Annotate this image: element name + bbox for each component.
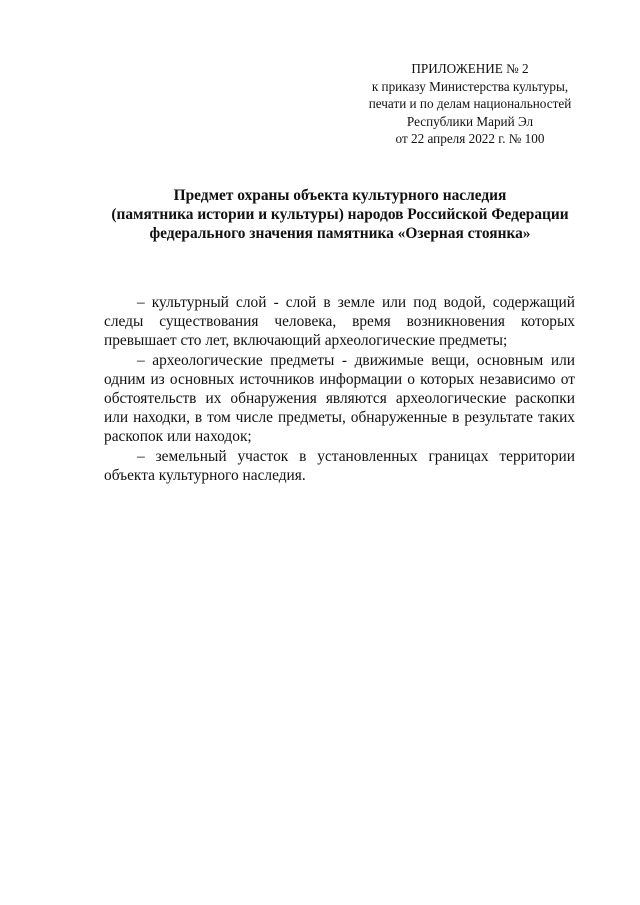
title-line-3: федерального значения памятника «Озерная стоянка» [149, 225, 531, 242]
document-title [100, 186, 580, 243]
title-line-1: Предмет охраны объекта культурного наследия [173, 187, 507, 204]
appendix-date-line: от 22 апреля 2022 г. № 100 [395, 131, 545, 146]
appendix-ministry-line: печати и по делам национальностей [368, 96, 572, 111]
document-body [104, 293, 575, 485]
paragraph-cultural-layer: – культурный слой - слой в земле или под водой, содержащий следы существования человека, время возникновения которых превышает сто лет, включающий археологические предметы; [104, 294, 575, 350]
appendix-order-line: к приказу Министерства культуры, [371, 78, 569, 94]
appendix-header [355, 60, 585, 148]
paragraph-land-plot: – земельный участок в установленных границах территории объекта культурного наследия. [104, 447, 575, 484]
appendix-republic-line: Республики Марий Эл [406, 113, 534, 129]
appendix-number: ПРИЛОЖЕНИЕ № 2 [411, 61, 529, 76]
title-line-2: (памятника истории и культуры) народов Российской Федерации [111, 206, 569, 223]
paragraph-archaeological-items: – археологические предметы - движимые вещи, основным или одним из основных источников информации о которых независимо от обстоятельств их обнаружения являются археологические раскопки или находки, в том числе предметы, обнаруженные в результате таких раскопок или находок; [104, 351, 575, 446]
